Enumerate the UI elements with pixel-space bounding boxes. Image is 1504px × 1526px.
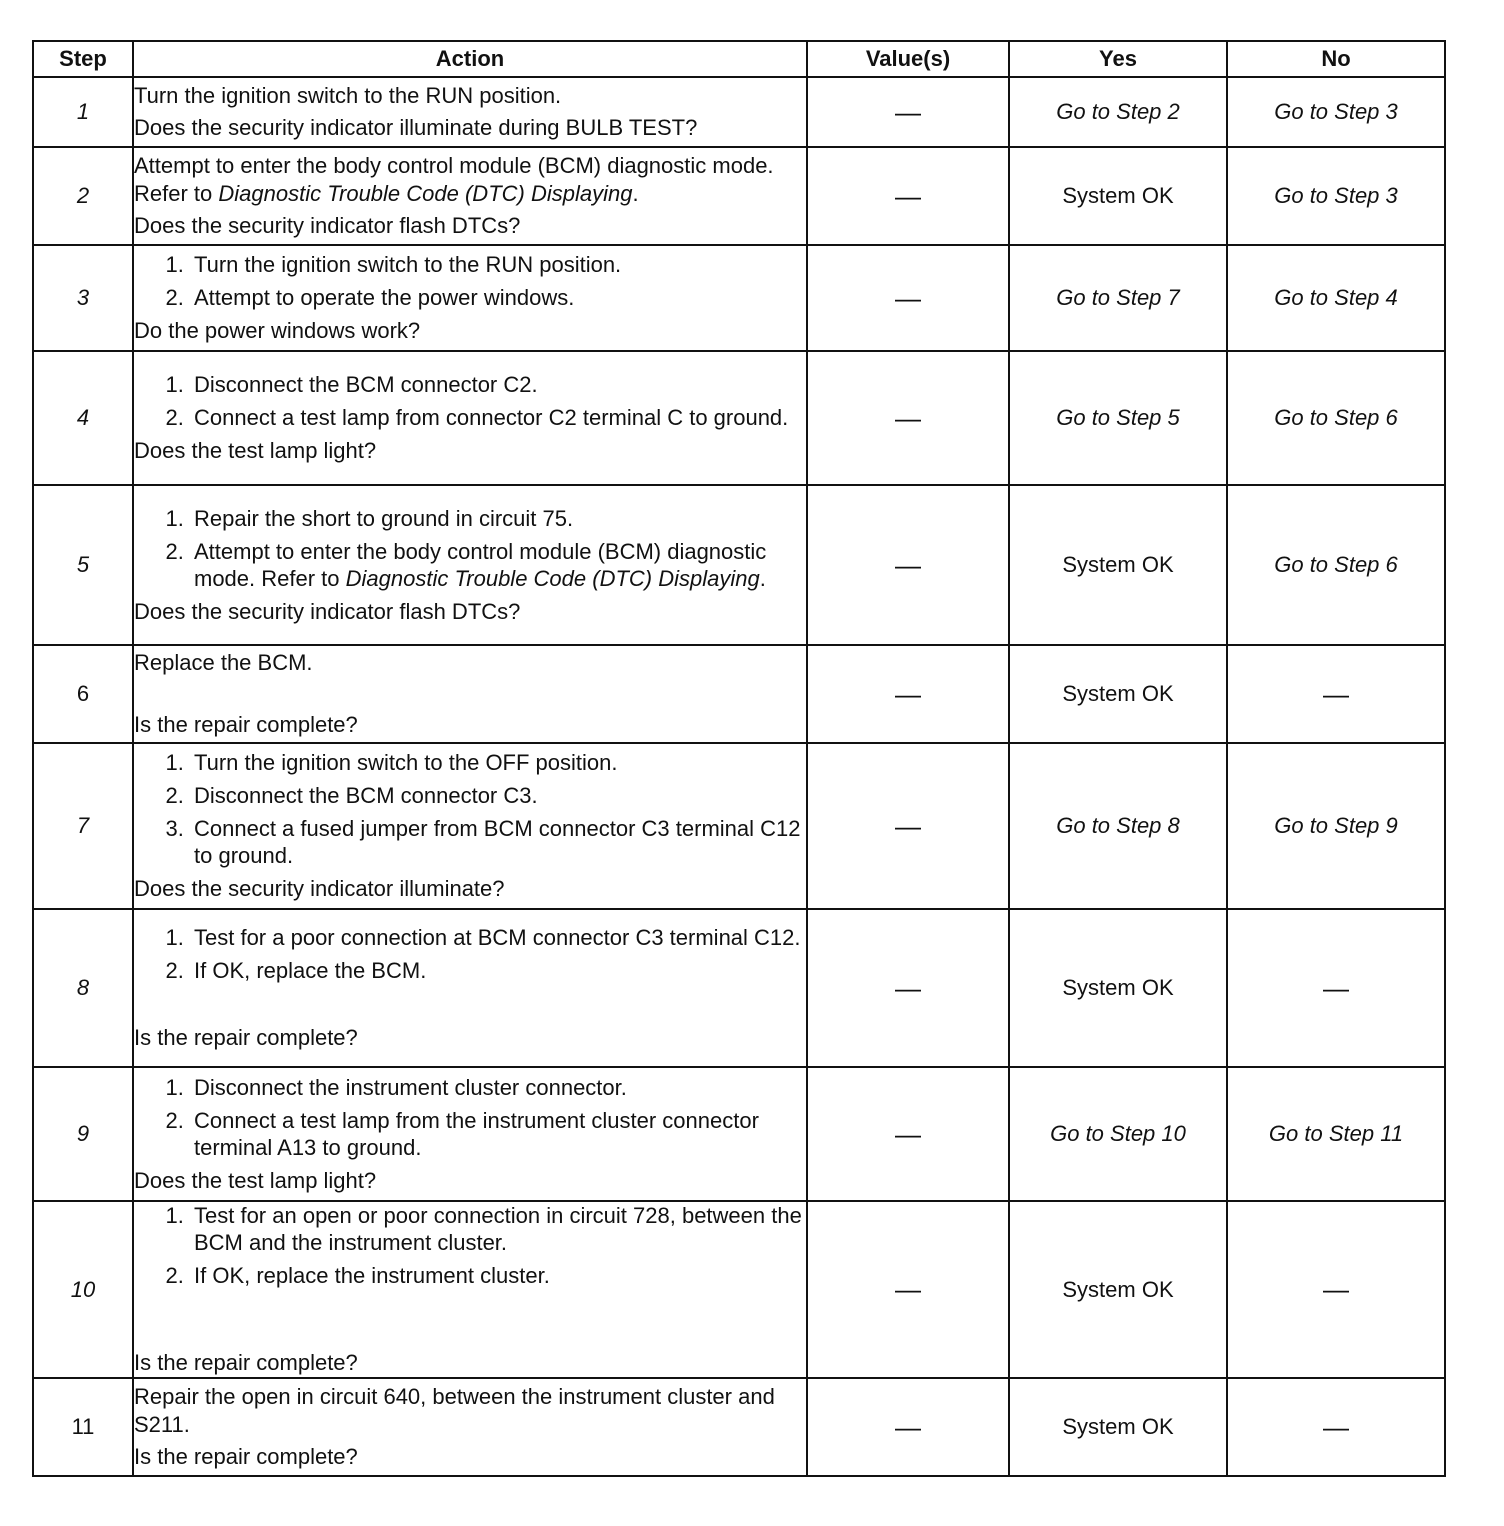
value-cell: —: [807, 743, 1009, 909]
action-question: Is the repair complete?: [134, 712, 358, 737]
list-item: 2. Disconnect the BCM connector C3.: [190, 782, 806, 809]
step-number: 3: [33, 245, 133, 351]
value-cell: —: [807, 1067, 1009, 1201]
action-cell: [133, 1378, 807, 1476]
action-cell: [133, 351, 807, 485]
no-cell: Go to Step 6: [1227, 485, 1445, 645]
table-row: [33, 77, 1445, 147]
no-cell: Go to Step 3: [1227, 77, 1445, 147]
header-values: Value(s): [807, 41, 1009, 77]
list-item: 1. Test for a poor connection at BCM connector C3 terminal C12.: [190, 924, 806, 951]
step-number: 1: [33, 77, 133, 147]
action-cell: [133, 1201, 807, 1378]
diagnostic-table: [32, 40, 1446, 1477]
step-number: 7: [33, 743, 133, 909]
table-row: [33, 485, 1445, 645]
table-row: [33, 147, 1445, 245]
yes-cell: Go to Step 2: [1009, 77, 1227, 147]
value-cell: —: [807, 485, 1009, 645]
list-item: 1. Disconnect the BCM connector C2.: [190, 371, 806, 398]
action-question: Does the security indicator illuminate during BULB TEST?: [134, 115, 698, 140]
table-row: [33, 351, 1445, 485]
step-number: 11: [33, 1378, 133, 1476]
action-question: Is the repair complete?: [134, 1444, 358, 1469]
action-steps-list: [134, 1202, 806, 1289]
table-row: [33, 645, 1445, 743]
action-cell: [133, 147, 807, 245]
value-cell: —: [807, 351, 1009, 485]
yes-cell: System OK: [1009, 1201, 1227, 1378]
action-steps-list: [134, 505, 806, 592]
table-row: [33, 909, 1445, 1067]
step-number: 10: [33, 1201, 133, 1378]
header-no: No: [1227, 41, 1445, 77]
action-steps-list: [134, 749, 806, 869]
action-question: Is the repair complete?: [134, 1025, 358, 1050]
yes-cell: System OK: [1009, 645, 1227, 743]
action-question: Is the repair complete?: [134, 1350, 358, 1375]
table-row: [33, 1201, 1445, 1378]
action-steps-list: [134, 1074, 806, 1161]
action-steps-list: [134, 251, 806, 311]
no-cell: Go to Step 4: [1227, 245, 1445, 351]
value-cell: —: [807, 645, 1009, 743]
action-cell: [133, 485, 807, 645]
list-item: 1. Disconnect the instrument cluster connector.: [190, 1074, 806, 1101]
list-item: 3. Connect a fused jumper from BCM connector C3 terminal C12 to ground.: [190, 815, 806, 869]
action-cell: [133, 743, 807, 909]
no-cell: —: [1227, 645, 1445, 743]
table-row: [33, 245, 1445, 351]
value-cell: —: [807, 909, 1009, 1067]
action-cell: [133, 77, 807, 147]
action-question: Does the security indicator flash DTCs?: [134, 598, 521, 624]
action-cell: [133, 245, 807, 351]
no-cell: —: [1227, 909, 1445, 1067]
action-text: Turn the ignition switch to the RUN position.: [134, 83, 562, 108]
action-question: Does the test lamp light?: [134, 438, 377, 463]
step-number: 9: [33, 1067, 133, 1201]
list-item: 2. Attempt to enter the body control module (BCM) diagnostic mode. Refer to Diagnostic Trouble Code (DTC) Displaying.: [190, 538, 806, 592]
no-cell: Go to Step 11: [1227, 1067, 1445, 1201]
action-text: Attempt to enter the body control module (BCM) diagnostic mode. Refer to Diagnostic Trouble Code (DTC) Displaying.: [134, 153, 774, 206]
diagnostic-page: [32, 40, 1444, 1477]
value-cell: —: [807, 147, 1009, 245]
list-item: 1. Test for an open or poor connection in circuit 728, between the BCM and the instrument cluster.: [190, 1202, 806, 1256]
header-action: Action: [133, 41, 807, 77]
list-item: 1. Repair the short to ground in circuit 75.: [190, 505, 806, 532]
value-cell: —: [807, 1201, 1009, 1378]
action-cell: [133, 1067, 807, 1201]
yes-cell: Go to Step 7: [1009, 245, 1227, 351]
step-number: 4: [33, 351, 133, 485]
action-question: Does the security indicator illuminate?: [134, 876, 505, 901]
step-number: 2: [33, 147, 133, 245]
table-row: [33, 1067, 1445, 1201]
action-cell: [133, 645, 807, 743]
step-number: 8: [33, 909, 133, 1067]
yes-cell: System OK: [1009, 909, 1227, 1067]
action-text: Replace the BCM.: [134, 650, 313, 675]
no-cell: Go to Step 3: [1227, 147, 1445, 245]
no-cell: —: [1227, 1201, 1445, 1378]
yes-cell: Go to Step 10: [1009, 1067, 1227, 1201]
action-question: Does the security indicator flash DTCs?: [134, 213, 521, 238]
value-cell: —: [807, 245, 1009, 351]
yes-cell: Go to Step 8: [1009, 743, 1227, 909]
no-cell: Go to Step 9: [1227, 743, 1445, 909]
yes-cell: System OK: [1009, 147, 1227, 245]
header-yes: Yes: [1009, 41, 1227, 77]
no-cell: —: [1227, 1378, 1445, 1476]
list-item: 2. Attempt to operate the power windows.: [190, 284, 806, 311]
step-number: 5: [33, 485, 133, 645]
table-header-row: [33, 41, 1445, 77]
table-row: [33, 1378, 1445, 1476]
no-cell: Go to Step 6: [1227, 351, 1445, 485]
action-question: Do the power windows work?: [134, 318, 421, 343]
step-number: 6: [33, 645, 133, 743]
header-step: Step: [33, 41, 133, 77]
action-text: Repair the open in circuit 640, between the instrument cluster and S211.: [134, 1384, 775, 1437]
action-steps-list: [134, 371, 806, 431]
list-item: 1. Turn the ignition switch to the RUN position.: [190, 251, 806, 278]
reference-link: Diagnostic Trouble Code (DTC) Displaying: [345, 565, 760, 591]
action-steps-list: [134, 924, 806, 984]
action-cell: [133, 909, 807, 1067]
yes-cell: System OK: [1009, 1378, 1227, 1476]
yes-cell: System OK: [1009, 485, 1227, 645]
action-question: Does the test lamp light?: [134, 1167, 377, 1193]
reference-link: Diagnostic Trouble Code (DTC) Displaying: [218, 181, 633, 206]
list-item: 2. If OK, replace the instrument cluster.: [190, 1262, 806, 1289]
list-item: 1. Turn the ignition switch to the OFF position.: [190, 749, 806, 776]
table-row: [33, 743, 1445, 909]
value-cell: —: [807, 1378, 1009, 1476]
yes-cell: Go to Step 5: [1009, 351, 1227, 485]
list-item: 2. Connect a test lamp from the instrument cluster connector terminal A13 to ground.: [190, 1107, 806, 1161]
list-item: 2. If OK, replace the BCM.: [190, 957, 806, 984]
value-cell: —: [807, 77, 1009, 147]
list-item: 2. Connect a test lamp from connector C2 terminal C to ground.: [190, 404, 806, 431]
